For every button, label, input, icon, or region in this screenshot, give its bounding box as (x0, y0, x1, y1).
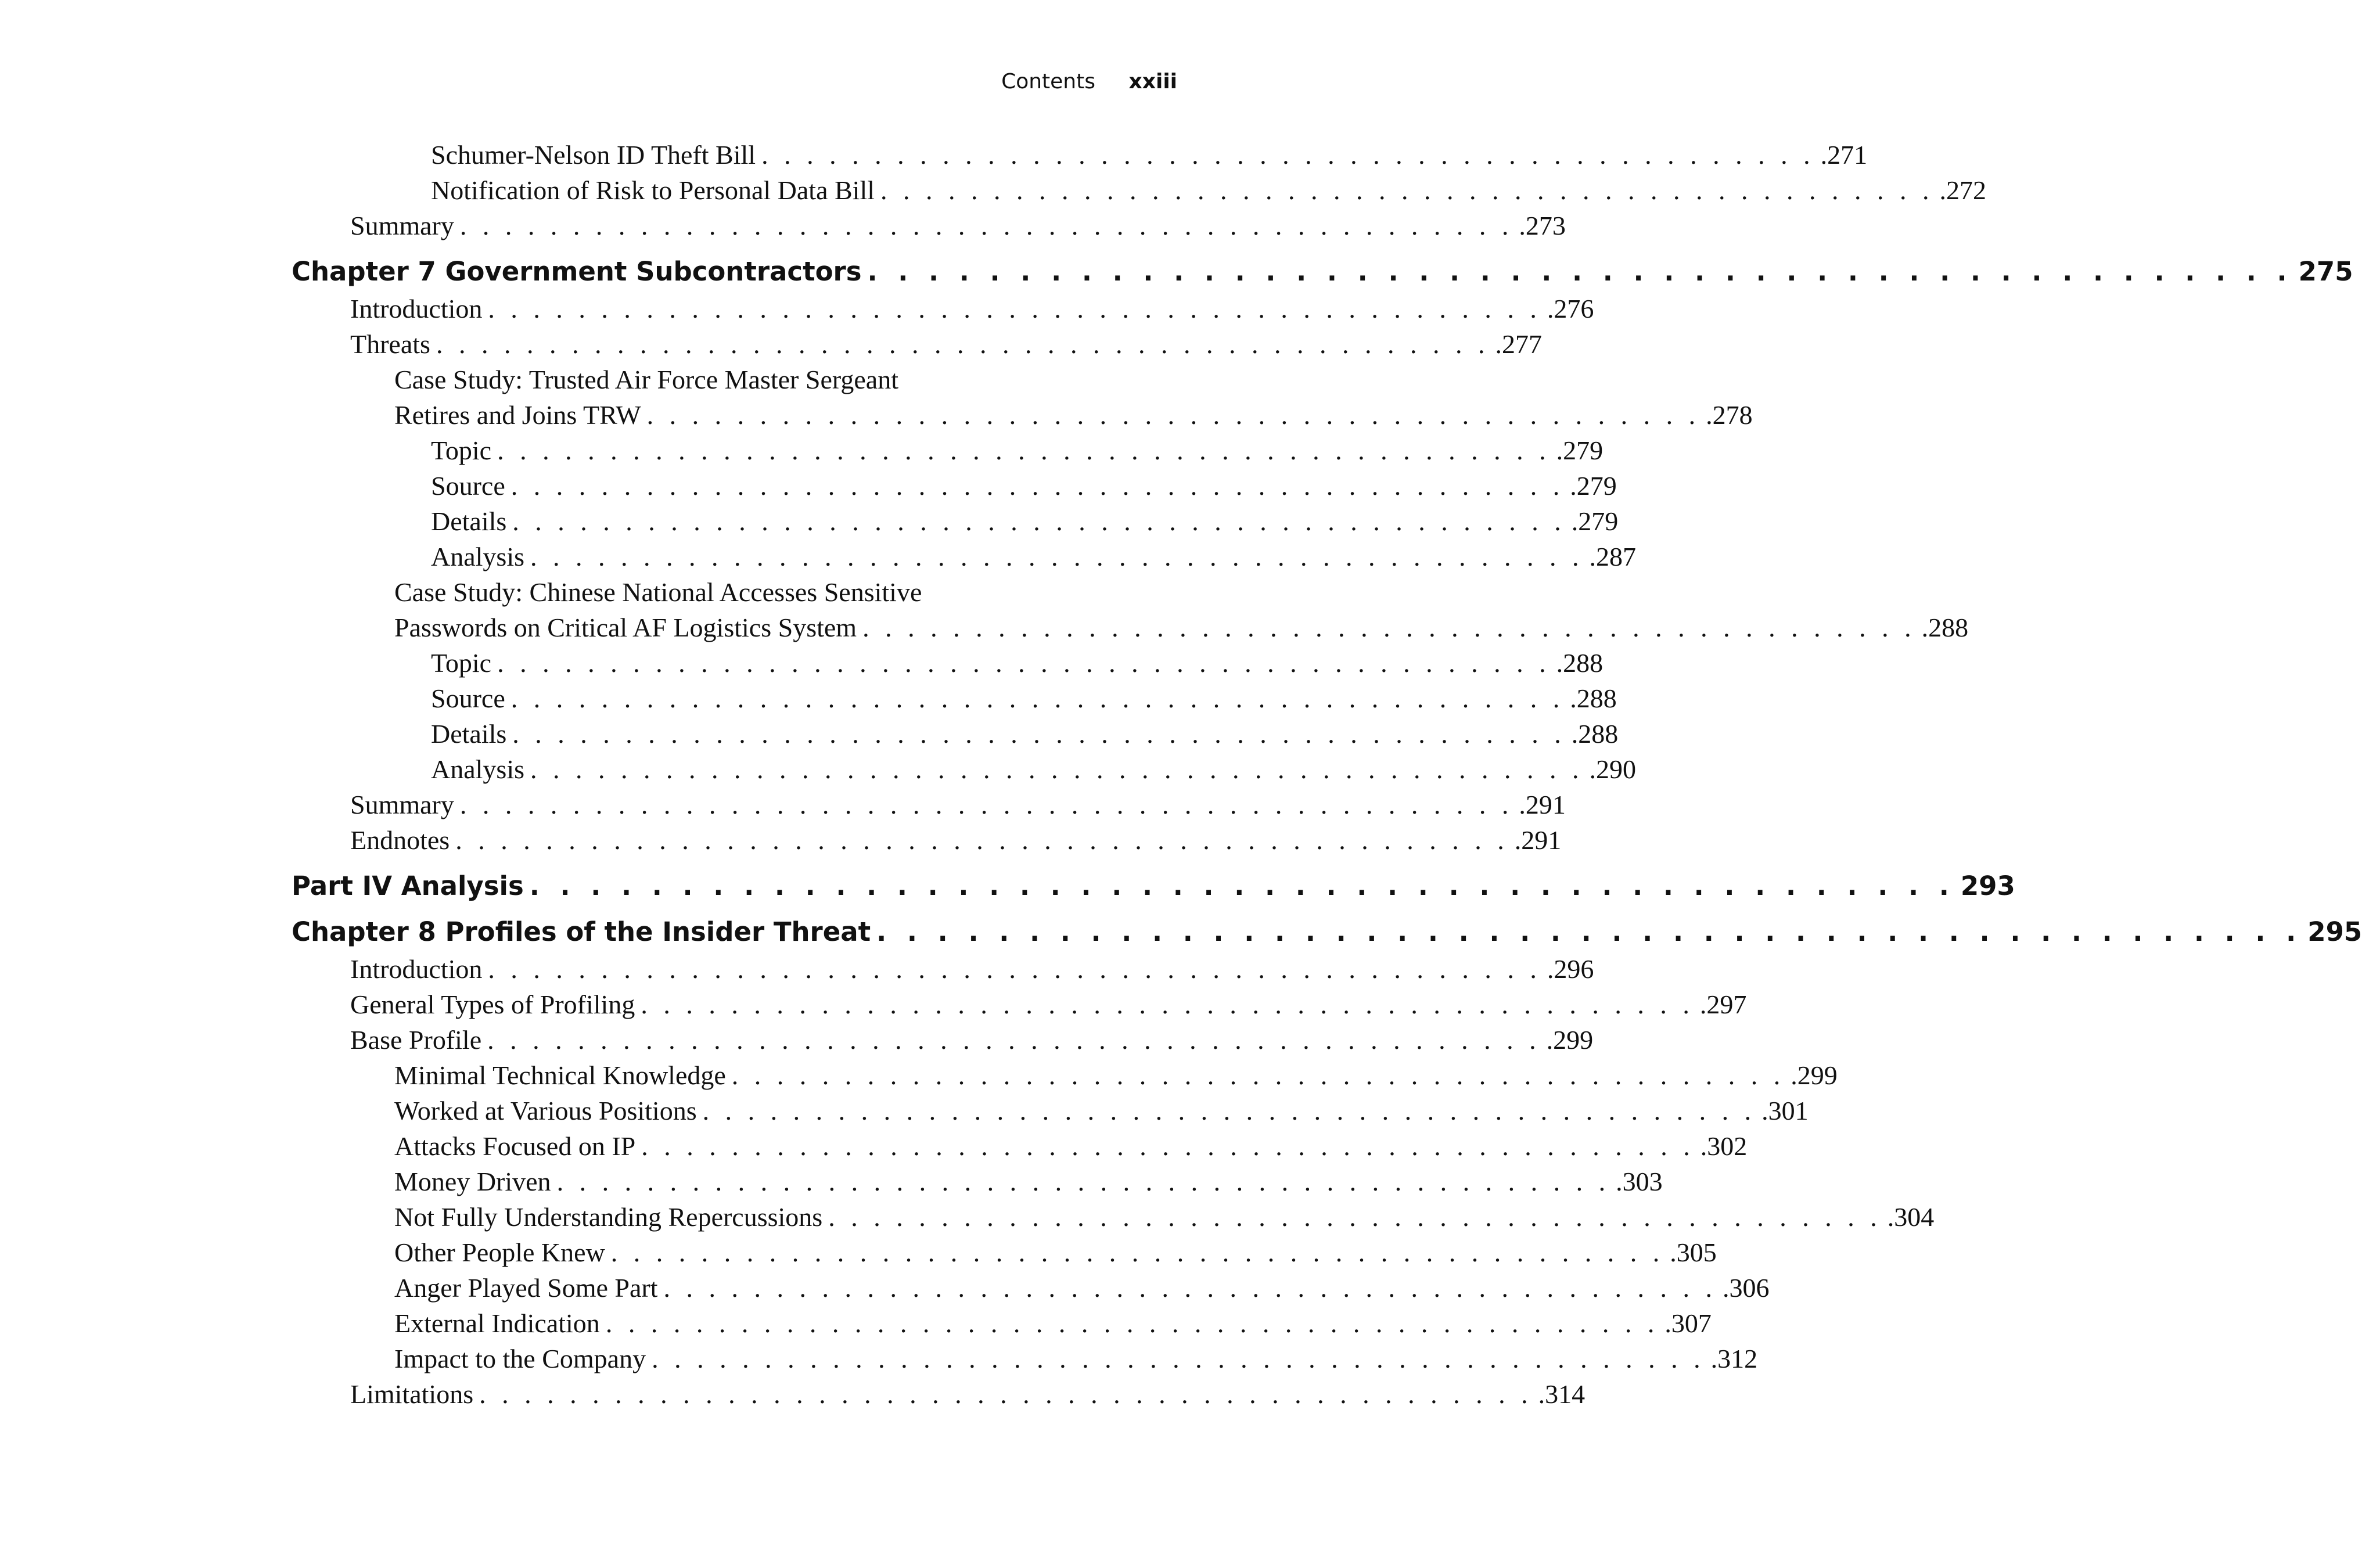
toc-entry-page: .306 (1723, 1273, 1770, 1303)
toc-entry[interactable] (0, 787, 1566, 822)
toc-entry[interactable] (0, 987, 1747, 1022)
toc-leader-dots: . . . . . . . . . . . . . . . . . . . . . . . . . . . . . . . . . . . . . . . . . . . . . . . (880, 175, 1934, 205)
toc-entry-page: .276 (1547, 294, 1594, 323)
toc-entry-title: Topic (431, 648, 492, 678)
toc-entry-title: Case Study: Trusted Air Force Master Sergeant (394, 365, 898, 394)
toc-entry-title: External Indication (394, 1308, 600, 1338)
toc-entry[interactable] (0, 951, 1594, 987)
toc-entry-title: General Types of Profiling (350, 990, 635, 1019)
toc-entry-title: Endnotes (350, 825, 450, 855)
toc-leader-dots: . . . . . . . . . . . . . . . . . . . . . . . . . . . . . . . . . . . . . . . . . . . . . . . (610, 1238, 1664, 1267)
toc-entry-title: Notification of Risk to Personal Data Bill (431, 175, 875, 205)
toc-leader-dots: . . . . . . . . . . . . . . . . . . . . . . . . . . . . . . . . . . . . . . . . . . . . . . . (512, 506, 1566, 536)
toc-entry-title: Analysis (431, 542, 524, 571)
toc-leader-dots: . . . . . . . . . . . . . . . . . . . . . . . . . . . . . . . . . . . . . . . . . . . . . . . (459, 211, 1513, 240)
toc-leader-dots: . . . . . . . . . . . . . . . . . . . . . . . . . . . . . . . . . . . . . . . . . . . . . . . (652, 1344, 1705, 1373)
toc-entry-title: Details (431, 719, 507, 749)
toc-entry[interactable] (0, 1058, 1838, 1093)
toc-entry-page: .291 (1514, 825, 1562, 855)
toc-entry-title: Passwords on Critical AF Logistics System (394, 613, 857, 642)
toc-entry[interactable] (0, 645, 1604, 681)
toc-leader-dots: . . . . . . . . . . . . . . . . . . . . . . . . . . . . . . . . . . . . . . . . . . . . . . . (529, 871, 1955, 901)
toc-leader-dots: . . . . . . . . . . . . . . . . . . . . . . . . . . . . . . . . . . . . . . . . . . . . . . . (702, 1096, 1756, 1125)
toc-entry-page: .273 (1519, 211, 1566, 240)
toc-entry[interactable] (0, 433, 1604, 468)
toc-leader-dots: . . . . . . . . . . . . . . . . . . . . . . . . . . . . . . . . . . . . . . . . . . . . . . . (605, 1308, 1659, 1338)
toc-leader-dots: . . . . . . . . . . . . . . . . . . . . . . . . . . . . . . . . . . . . . . . . . . . . . . . (510, 684, 1565, 713)
toc-entry-title: Limitations (350, 1379, 474, 1409)
toc-entry[interactable] (0, 397, 1753, 433)
toc-entry-title: Introduction (350, 294, 483, 323)
toc-entry-page: .307 (1664, 1308, 1712, 1338)
toc-entry-page: .299 (1546, 1025, 1594, 1055)
toc-chapter-entry[interactable] (0, 254, 2353, 289)
toc-entry-title: Source (431, 684, 505, 713)
toc-entry-page: .312 (1710, 1344, 1758, 1373)
toc-entry-title: Worked at Various Positions (394, 1096, 697, 1125)
toc-entry-page: .303 (1616, 1167, 1663, 1196)
toc-leader-dots: . . . . . . . . . . . . . . . . . . . . . . . . . . . . . . . . . . . . . . . . . . . . . . . (761, 140, 1815, 170)
toc-entry-title: Chapter 8 Profiles of the Insider Threat (292, 916, 871, 947)
toc-entry[interactable] (0, 1164, 1663, 1199)
toc-entry[interactable] (0, 822, 1562, 858)
toc-leader-dots: . . . . . . . . . . . . . . . . . . . . . . . . . . . . . . . . . . . . . . . . . . . . . . . (828, 1202, 1882, 1232)
toc-entry[interactable] (0, 716, 1619, 751)
toc-entry-page: .272 (1939, 175, 1987, 205)
toc-entry-page: .279 (1556, 436, 1604, 465)
toc-entry[interactable] (0, 208, 1566, 243)
toc-entry-page: .299 (1791, 1060, 1838, 1090)
toc-leader-dots: . . . . . . . . . . . . . . . . . . . . . . . . . . . . . . . . . . . . . . . . . . . . . . . (497, 436, 1551, 465)
toc-entry-page: .302 (1700, 1131, 1748, 1161)
toc-entry[interactable] (0, 1093, 1809, 1128)
toc-leader-dots: . . . . . . . . . . . . . . . . . . . . . . . . . . . . . . . . . . . . . . . . . . . . . . . (488, 294, 1541, 323)
toc-entry[interactable] (0, 291, 1594, 326)
toc-entry-title: Anger Played Some Part (394, 1273, 658, 1303)
toc-leader-dots: . . . . . . . . . . . . . . . . . . . . . . . . . . . . . . . . . . . . . . . . . . . . . . . (510, 471, 1565, 501)
toc-entry-page: .296 (1547, 954, 1594, 984)
toc-entry[interactable] (0, 362, 1099, 397)
toc-leader-dots: . . . . . . . . . . . . . . . . . . . . . . . . . . . . . . . . . . . . . . . . . . . . . . . (862, 613, 1916, 642)
toc-entry-page: .271 (1820, 140, 1868, 170)
toc-entry[interactable] (0, 137, 1868, 172)
toc-entry[interactable] (0, 1235, 1717, 1270)
toc-entry-title: Source (431, 471, 505, 501)
toc-entry[interactable] (0, 326, 1542, 362)
toc-leader-dots: . . . . . . . . . . . . . . . . . . . . . . . . . . . . . . . . . . . . . . . . . . . . . . . (530, 754, 1584, 784)
toc-entry[interactable] (0, 1306, 1712, 1341)
toc-entry[interactable] (0, 504, 1619, 539)
toc-entry-page: .288 (1556, 648, 1604, 678)
toc-entry-page: .297 (1699, 990, 1747, 1019)
toc-entry[interactable] (0, 1376, 1586, 1412)
toc-leader-dots: . . . . . . . . . . . . . . . . . . . . . . . . . . . . . . . . . . . . . . . . . . . . . . . (556, 1167, 1610, 1196)
toc-entry-page: .279 (1571, 506, 1619, 536)
toc-leader-dots: . . . . . . . . . . . . . . . . . . . . . . . . . . . . . . . . . . . . . . . . . . . . . . . (487, 1025, 1541, 1055)
toc-entry-title: Other People Knew (394, 1238, 605, 1267)
toc-leader-dots: . . . . . . . . . . . . . . . . . . . . . . . . . . . . . . . . . . . . . . . . . . . . . . . (663, 1273, 1717, 1303)
toc-entry-page: .287 (1589, 542, 1636, 571)
toc-entry-title: Summary (350, 790, 454, 819)
toc-entry-title: Minimal Technical Knowledge (394, 1060, 726, 1090)
running-head (0, 70, 1220, 99)
running-head-page-number: xxiii (1128, 70, 1177, 93)
toc-entry[interactable] (0, 574, 1099, 610)
toc-entry-title: Money Driven (394, 1167, 551, 1196)
toc-entry-page: .291 (1519, 790, 1566, 819)
toc-entry-title: Case Study: Chinese National Accesses Sensitive (394, 577, 922, 607)
toc-leader-dots: . . . . . . . . . . . . . . . . . . . . . . . . . . . . . . . . . . . . . . . . . . . . . . . (436, 329, 1490, 359)
toc-entry[interactable] (0, 1022, 1594, 1058)
toc-entry[interactable] (0, 751, 1636, 787)
toc-entry-title: Threats (350, 329, 430, 359)
toc-entry-page: .277 (1495, 329, 1542, 359)
toc-leader-dots: . . . . . . . . . . . . . . . . . . . . . . . . . . . . . . . . . . . . . . . . . . . . . . . (641, 1131, 1695, 1161)
toc-leader-dots: . . . . . . . . . . . . . . . . . . . . . . . . . . . . . . . . . . . . . . . . . . . . . . . (455, 825, 1509, 855)
toc-entry-title: Retires and Joins TRW (394, 400, 641, 430)
toc-entry-page: .279 (1570, 471, 1617, 501)
toc-entry[interactable] (0, 1199, 1935, 1235)
toc-entry-title: Chapter 7 Government Subcontractors (292, 256, 862, 287)
toc-entry-title: Part IV Analysis (292, 871, 524, 901)
toc-entry-title: Topic (431, 436, 492, 465)
toc-entry-title: Details (431, 506, 507, 536)
toc-entry-page: .301 (1761, 1096, 1809, 1125)
toc-leader-dots: . . . . . . . . . . . . . . . . . . . . . . . . . . . . . . . . . . . . . . . . . . . . . . . (530, 542, 1584, 571)
toc-leader-dots: . . . . . . . . . . . . . . . . . . . . . . . . . . . . . . . . . . . . . . . . . . . . . . . (876, 916, 2302, 947)
toc-entry-page: 295 (2307, 916, 2362, 947)
toc-part-entry[interactable] (0, 869, 2015, 904)
toc-entry[interactable] (0, 172, 1987, 208)
toc-entry[interactable] (0, 1341, 1758, 1376)
toc-entry-title: Attacks Focused on IP (394, 1131, 636, 1161)
toc-leader-dots: . . . . . . . . . . . . . . . . . . . . . . . . . . . . . . . . . . . . . . . . . . . . . . . (512, 719, 1566, 749)
toc-entry-page: .278 (1706, 400, 1753, 430)
toc-entry[interactable] (0, 1128, 1748, 1164)
toc-entry[interactable] (0, 539, 1636, 574)
toc-entry-page: .288 (1921, 613, 1969, 642)
toc-entry-title: Summary (350, 211, 454, 240)
toc-entry-page: .288 (1571, 719, 1619, 749)
toc-entry-page: .305 (1670, 1238, 1717, 1267)
toc-leader-dots: . . . . . . . . . . . . . . . . . . . . . . . . . . . . . . . . . . . . . . . . . . . . . . . (646, 400, 1701, 430)
running-head-section: Contents (1001, 70, 1095, 93)
toc-entry-page: .290 (1589, 754, 1636, 784)
table-of-contents (0, 137, 2362, 1412)
toc-entry-page: 275 (2298, 256, 2353, 287)
toc-leader-dots: . . . . . . . . . . . . . . . . . . . . . . . . . . . . . . . . . . . . . . . . . . . . . . . (488, 954, 1541, 984)
toc-entry-title: Introduction (350, 954, 483, 984)
toc-leader-dots: . . . . . . . . . . . . . . . . . . . . . . . . . . . . . . . . . . . . . . . . . . . . . . . (479, 1379, 1533, 1409)
toc-leader-dots: . . . . . . . . . . . . . . . . . . . . . . . . . . . . . . . . . . . . . . . . . . . . . . . (641, 990, 1694, 1019)
toc-leader-dots: . . . . . . . . . . . . . . . . . . . . . . . . . . . . . . . . . . . . . . . . . . . . . . . (867, 256, 2293, 287)
toc-chapter-entry[interactable] (0, 915, 2362, 950)
toc-entry[interactable] (0, 1270, 1770, 1306)
toc-leader-dots: . . . . . . . . . . . . . . . . . . . . . . . . . . . . . . . . . . . . . . . . . . . . . . . (459, 790, 1513, 819)
toc-entry[interactable] (0, 610, 1969, 645)
toc-entry[interactable] (0, 468, 1617, 504)
toc-leader-dots: . . . . . . . . . . . . . . . . . . . . . . . . . . . . . . . . . . . . . . . . . . . . . . . (497, 648, 1551, 678)
toc-entry-page: 293 (1960, 871, 2015, 901)
toc-entry-title: Schumer-Nelson ID Theft Bill (431, 140, 756, 170)
toc-entry-page: .304 (1887, 1202, 1935, 1232)
toc-entry-title: Impact to the Company (394, 1344, 646, 1373)
toc-entry[interactable] (0, 681, 1617, 716)
toc-entry-page: .314 (1538, 1379, 1586, 1409)
toc-entry-page: .288 (1570, 684, 1617, 713)
toc-entry-title: Analysis (431, 754, 524, 784)
toc-leader-dots: . . . . . . . . . . . . . . . . . . . . . . . . . . . . . . . . . . . . . . . . . . . . . . . (731, 1060, 1785, 1090)
toc-entry-title: Base Profile (350, 1025, 482, 1055)
toc-entry-title: Not Fully Understanding Repercussions (394, 1202, 823, 1232)
